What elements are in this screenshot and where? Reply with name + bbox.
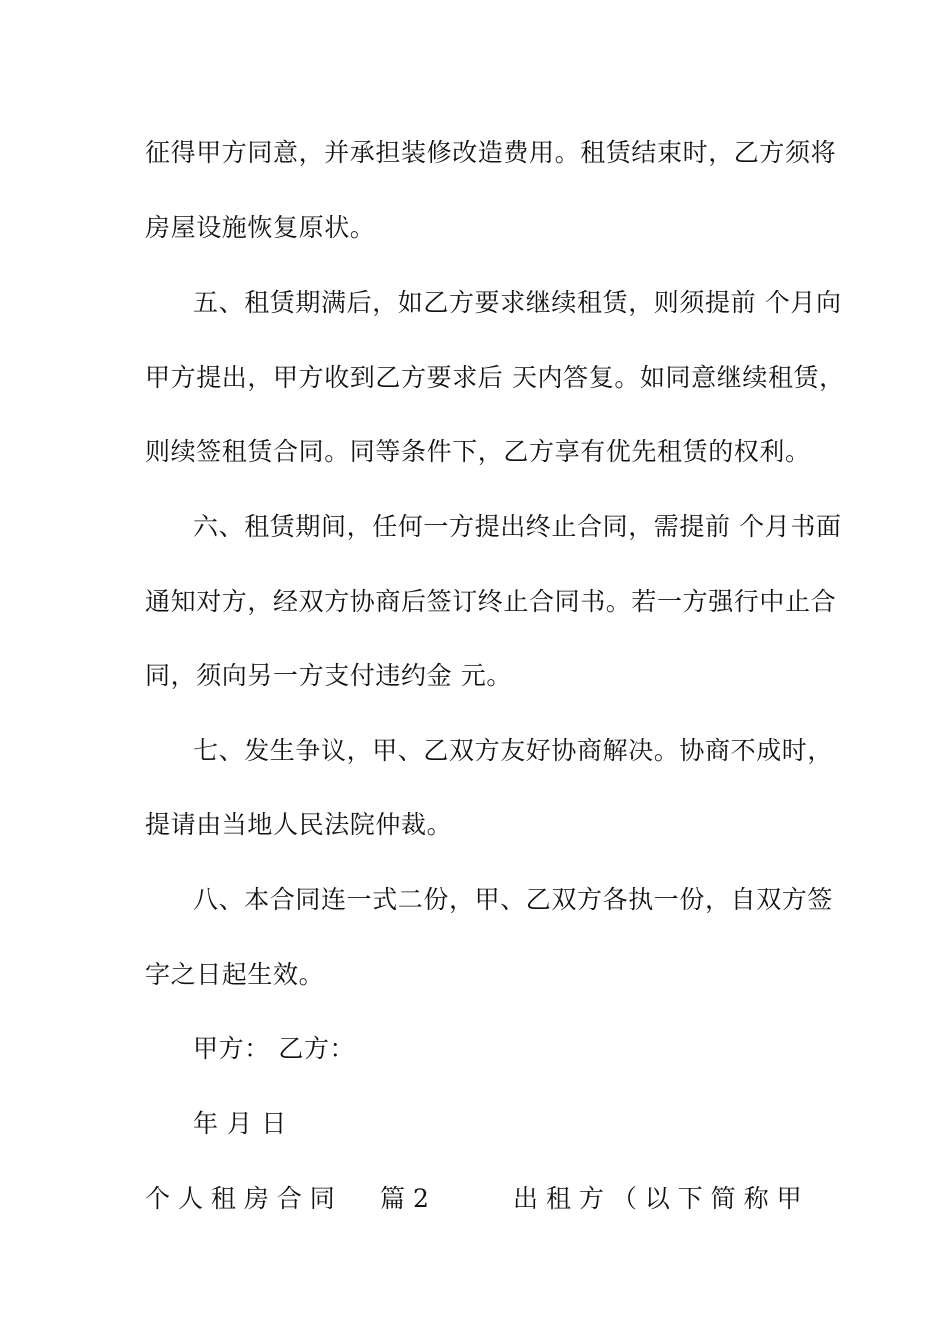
clause-8-line: 八、本合同连一式二份，甲、乙双方各执一份，自双方签 [193,885,834,914]
paragraph-line: 同，须向另一方支付违约金 元。 [145,661,512,690]
clause-5-line: 五、租赁期满后，如乙方要求继续租赁，则须提前 个月向 [193,288,842,317]
paragraph-line: 提请由当地人民法院仲裁。 [145,810,453,839]
paragraph-line: 房屋设施恢复原状。 [145,213,376,242]
signature-date-line: 年 月 日 [193,1109,287,1138]
paragraph-line: 甲方提出，甲方收到乙方要求后 天内答复。如同意继续租赁， [145,363,845,392]
section-heading-title: 个 人 租 房 合 同 [145,1184,335,1213]
section-heading-continuation: 出 租 方 （ 以 下 简 称 甲 [513,1184,802,1213]
paragraph-line: 则续签租赁合同。同等条件下，乙方享有优先租赁的权利。 [145,437,811,466]
paragraph-line: 字之日起生效。 [145,960,325,989]
section-heading-number: 篇 2 [380,1184,429,1213]
clause-6-line: 六、租赁期间，任何一方提出终止合同，需提前 个月书面 [193,512,842,541]
clause-7-line: 七、发生争议，甲、乙双方友好协商解决。协商不成时， [193,736,834,765]
paragraph-line: 征得甲方同意，并承担装修改造费用。租赁结束时，乙方须将 [145,138,837,167]
signature-parties-line: 甲方： 乙方： [193,1034,356,1063]
paragraph-line: 通知对方，经双方协商后签订终止合同书。若一方强行中止合 [145,587,837,616]
